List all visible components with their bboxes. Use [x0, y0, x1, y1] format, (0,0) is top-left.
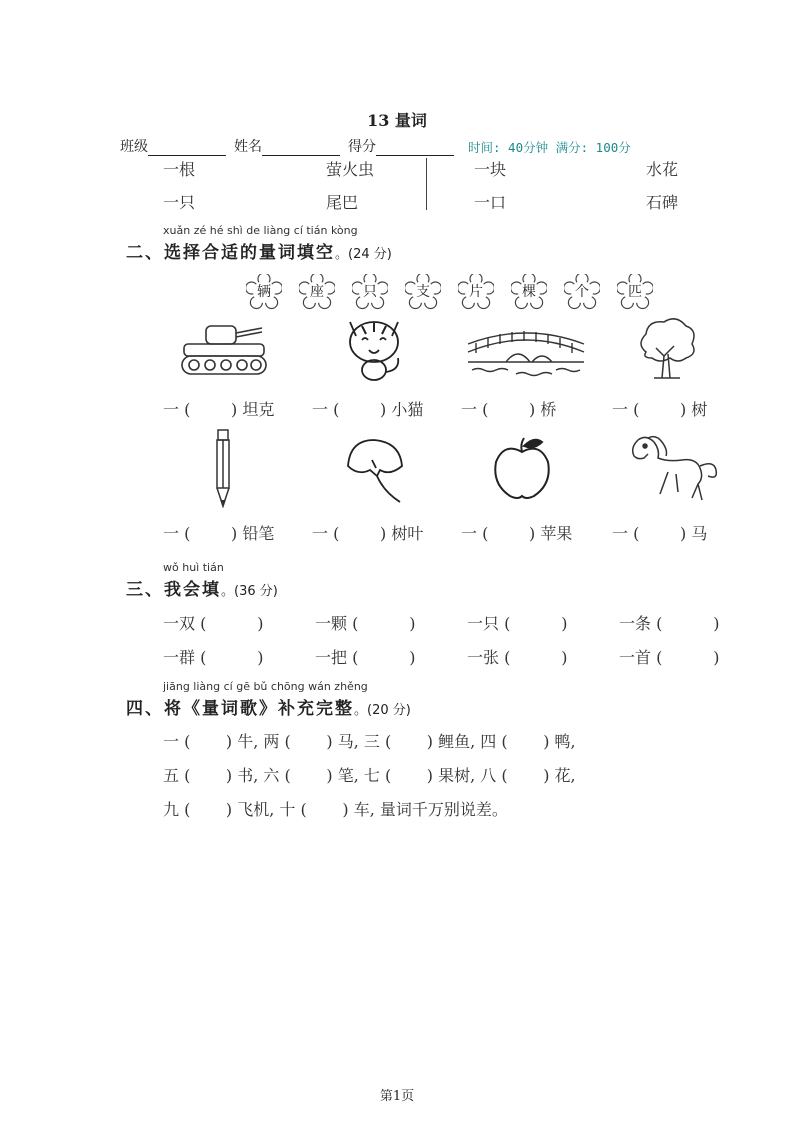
section2-points: 。(24 分) [335, 247, 392, 262]
fill-item[interactable]: 一 ( ) 铅笔 [163, 524, 275, 543]
word-bank-word: 支 [416, 284, 430, 300]
word-bank-flower [458, 274, 494, 310]
word-bank-word: 座 [310, 284, 324, 300]
student-info-row [120, 136, 631, 156]
word-bank-flower [405, 274, 441, 310]
word-bank-word: 片 [469, 284, 483, 300]
match-word: 萤火虫 [326, 160, 375, 179]
fill-item[interactable]: 一群 ( ) [163, 648, 264, 667]
word-bank-flower [564, 274, 600, 310]
fill-item[interactable]: 一颗 ( ) [315, 614, 416, 633]
section4-points: 。(20 分) [354, 703, 411, 718]
fill-item[interactable]: 一条 ( ) [619, 614, 720, 633]
score-blank[interactable] [376, 139, 454, 156]
match-word: 一只 [163, 193, 196, 212]
song-line[interactable]: 九 ( ) 飞机, 十 ( ) 车, 量词千万别说差。 [163, 800, 508, 819]
fill-item[interactable]: 一 ( ) 坦克 [163, 400, 275, 419]
apple-icon [490, 436, 554, 502]
word-bank-word: 棵 [522, 284, 536, 300]
word-bank-word: 匹 [628, 284, 642, 300]
match-word: 一块 [474, 160, 507, 179]
class-label: 班级 [120, 139, 148, 155]
match-word: 石碑 [646, 193, 679, 212]
section4-title: 四、将《量词歌》补充完整 [126, 699, 354, 719]
page-title: 13 量词 [367, 111, 427, 130]
tank-icon [180, 318, 270, 380]
score-label: 得分 [348, 139, 376, 155]
section3-points: 。(36 分) [221, 584, 278, 599]
section3-pinyin: wǒ huì tián [163, 561, 224, 574]
song-line[interactable]: 五 ( ) 书, 六 ( ) 笔, 七 ( ) 果树, 八 ( ) 花, [163, 766, 576, 785]
word-bank-flower [617, 274, 653, 310]
fill-item[interactable]: 一 ( ) 马 [612, 524, 708, 543]
cat-icon [342, 314, 406, 384]
match-word: 一根 [163, 160, 196, 179]
word-bank-flower [299, 274, 335, 310]
section2-pinyin: xuǎn zé hé shì de liàng cí tián kòng [163, 224, 358, 237]
name-blank[interactable] [262, 139, 340, 156]
section2-title: 二、选择合适的量词填空 [126, 243, 335, 263]
section3-title: 三、我会填 [126, 580, 221, 600]
section4-pinyin: jiāng liàng cí gē bǔ chōng wán zhěng [163, 680, 368, 693]
match-word: 尾巴 [326, 193, 359, 212]
horse-icon [628, 432, 720, 504]
fill-item[interactable]: 一双 ( ) [163, 614, 264, 633]
match-word: 水花 [646, 160, 679, 179]
fill-item[interactable]: 一 ( ) 树 [612, 400, 708, 419]
fill-item[interactable]: 一 ( ) 小猫 [312, 400, 424, 419]
word-bank-flower [511, 274, 547, 310]
song-line[interactable]: 一 ( ) 牛, 两 ( ) 马, 三 ( ) 鲤鱼, 四 ( ) 鸭, [163, 732, 576, 751]
name-label: 姓名 [234, 139, 262, 155]
fill-item[interactable]: 一把 ( ) [315, 648, 416, 667]
class-blank[interactable] [148, 139, 226, 156]
match-word: 一口 [474, 193, 507, 212]
fill-item[interactable]: 一 ( ) 树叶 [312, 524, 424, 543]
pencil-icon [212, 428, 234, 508]
fill-item[interactable]: 一 ( ) 桥 [461, 400, 557, 419]
fill-item[interactable]: 一 ( ) 苹果 [461, 524, 573, 543]
time-limit: 时间: 40分钟 满分: 100分 [468, 140, 631, 155]
page-number: 第1页 [379, 1089, 415, 1104]
divider-line [426, 158, 427, 210]
tree-icon [634, 316, 700, 382]
section2-heading [126, 238, 392, 263]
word-bank-word: 个 [575, 284, 589, 300]
word-bank-flower [246, 274, 282, 310]
word-bank-word: 只 [363, 284, 377, 300]
section3-heading [126, 575, 278, 600]
fill-item[interactable]: 一首 ( ) [619, 648, 720, 667]
bridge-icon [466, 322, 586, 380]
fill-item[interactable]: 一只 ( ) [467, 614, 568, 633]
leaf-icon [344, 436, 406, 506]
fill-item[interactable]: 一张 ( ) [467, 648, 568, 667]
section4-heading [126, 694, 411, 719]
word-bank-word: 辆 [257, 284, 271, 300]
word-bank-flower [352, 274, 388, 310]
